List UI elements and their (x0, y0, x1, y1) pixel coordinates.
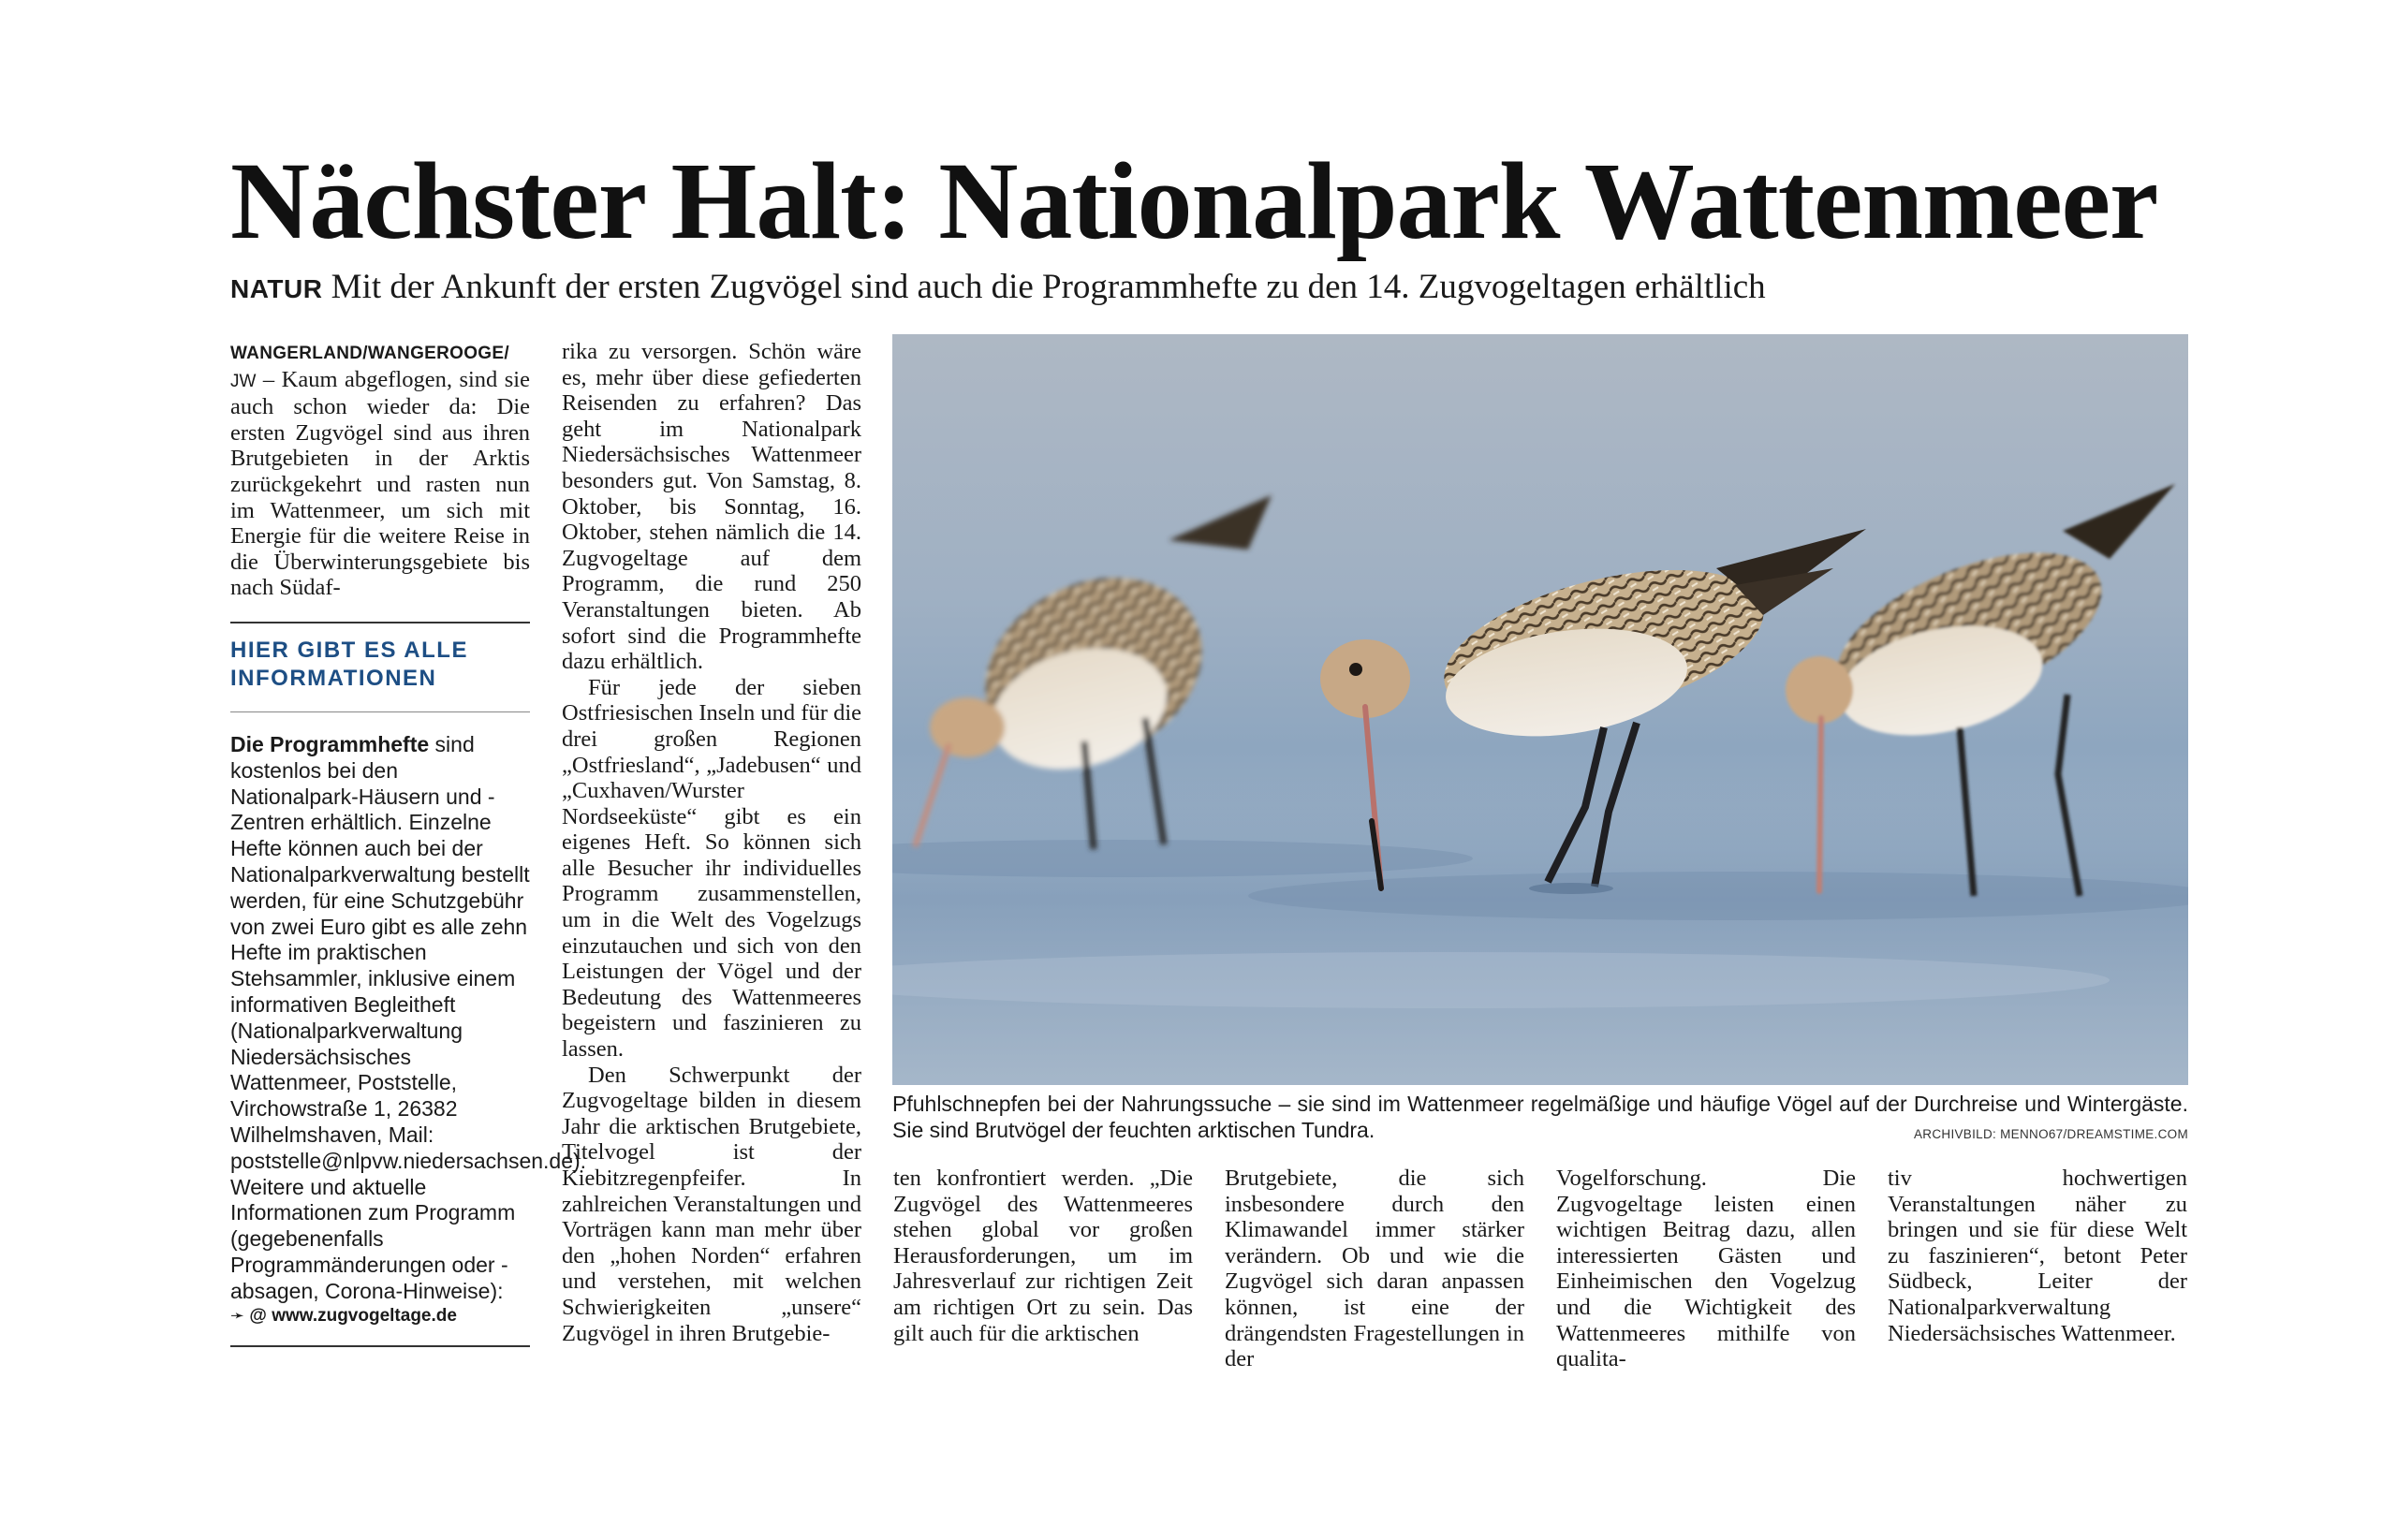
paragraph: Den Schwerpunkt der Zugvogeltage bilden in diesem Jahr die arktischen Brutgebiete, Titelvogel ist der Kiebitzregenpfeifer. In zahlreichen Veranstaltungen und Vorträgen kann man mehr über den „hohen Norden“ erfahren und verstehen, mit welchen Schwierigkeiten „unsere“ Zugvögel in ihren Brutgebie- (562, 1062, 861, 1346)
infobox-top-rule (230, 622, 530, 623)
article-column-4 (1225, 1166, 1524, 1372)
deck: Mit der Ankunft der ersten Zugvögel sind auch die Programmhefte zu den 14. Zugvogeltagen erhältlich (331, 268, 1766, 306)
paragraph: rika zu versorgen. Schön wäre es, mehr über diese gefiederten Reisenden zu erfahren? Das geht im Nationalpark Niedersächsisches Wattenmeer besonders gut. Von Samstag, 8. Oktober, bis Sonntag, 16. Oktober, stehen nämlich die 14. Zugvogeltage auf dem Programm, die rund 250 Veranstaltungen bieten. Ab sofort sind die Programmhefte dazu erhältlich. (562, 339, 861, 675)
paragraph: Vogelforschung. Die Zugvogeltage leisten einen wichtigen Beitrag dazu, allen interessierten Gästen und Einheimischen den Vogelzug und die Wichtigkeit des Wattenmeeres mithilfe von qualita- (1556, 1166, 1856, 1372)
infobox-body (230, 732, 587, 1305)
photo-credit: ARCHIVBILD: MENNO67/DREAMSTIME.COM (1914, 1127, 2188, 1141)
paragraph: tiv hochwertigen Veranstaltungen näher zu bringen und sie für diese Welt zu faszinieren“, betont Peter Südbeck, Leiter der Nationalparkverwaltung Niedersächsisches Wattenmeer. (1888, 1166, 2187, 1346)
paragraph: ten konfrontiert werden. „Die Zugvögel des Wattenmeeres stehen global vor großen Herausforderungen, um im Jahresverlauf zur richtigen Zeit am richtigen Ort zu sein. Das gilt auch für die arktischen (893, 1166, 1193, 1346)
dateline: WANGERLAND/WANGEROOGE/ (230, 344, 509, 363)
headline: Nächster Halt: Nationalpark Wattenmeer (230, 139, 2158, 262)
subline (230, 264, 2197, 313)
at-icon: @ (249, 1306, 267, 1326)
infobox-text: sind kostenlos bei den Nationalpark-Häusern und -Zentren erhältlich. Einzelne Hefte können auch bei der Nationalparkverwaltung bestellt werden, für eine Schutzgebühr von zwei Euro gibt es alle zehn Hefte im praktischen Stehsammler, inklusive einem informativen Begleitheft (Nationalparkverwaltung Niedersächsisches Wattenmeer, Poststelle, Virchowstraße 1, 26382 Wilhelmshaven, Mail: poststelle@nlpvw.niedersachsen.de). Weitere und aktuelle Informationen zum Programm (gegebenenfalls Programmänderungen oder -absagen, Corona-Hinweise): (230, 732, 587, 1303)
article-column-2 (562, 339, 861, 1346)
infobox-title: HIER GIBT ES ALLE INFORMATIONEN (230, 638, 468, 691)
infobox-lead: Die Programmhefte (230, 732, 430, 756)
article-column-1 (230, 339, 530, 601)
infobox-link-row (230, 1306, 530, 1327)
photo-godwits (892, 334, 2188, 1085)
arrow-icon: ➛ (230, 1306, 245, 1325)
article-column-5 (1556, 1166, 1856, 1372)
section-kicker: NATUR (230, 274, 323, 303)
article-lead: – Kaum abgeflogen, sind sie auch schon wieder da: Die ersten Zugvögel sind aus ihren Brutgebieten in der Arktis zurückgekehrt und rasten nun im Wattenmeer, um sich mit Energie für die weitere Reise in die Überwinterungsgebiete bis nach Südaf- (230, 366, 530, 601)
paragraph: Für jede der sieben Ostfriesischen Inseln und für die drei großen Regionen „Ostfriesland“, „Jadebusen“ und „Cuxhaven/Wurster Nordseeküste“ gibt es ein eigenes Heft. So können sich alle Besucher ihr individuelles Programm zusammenstellen, um in die Welt des Vogelzugs einzutauchen und sich von den Leistungen der Vögel und der Bedeutung des Wattenmeeres begeistern und faszinieren zu lassen. (562, 674, 861, 1063)
website-link[interactable]: www.zugvogeltage.de (272, 1306, 457, 1326)
infobox-divider (230, 711, 530, 712)
author: JW (230, 371, 257, 391)
paragraph: Brutgebiete, die sich insbesondere durch den Klimawandel immer stärker verändern. Ob und wie die Zugvögel sich daran anpassen können, ist eine der drängendsten Fragestellungen in der (1225, 1166, 1524, 1372)
article-column-6 (1888, 1166, 2187, 1346)
photo-caption: Pfuhlschnepfen bei der Nahrungssuche – sie sind im Wattenmeer regelmäßige und häufige Vögel auf der Durchreise und Wintergäste. Sie sind Brutvögel der feuchten arktischen Tundra. (892, 1092, 2188, 1142)
infobox-bottom-rule (230, 1345, 530, 1347)
article-column-3 (893, 1166, 1193, 1346)
